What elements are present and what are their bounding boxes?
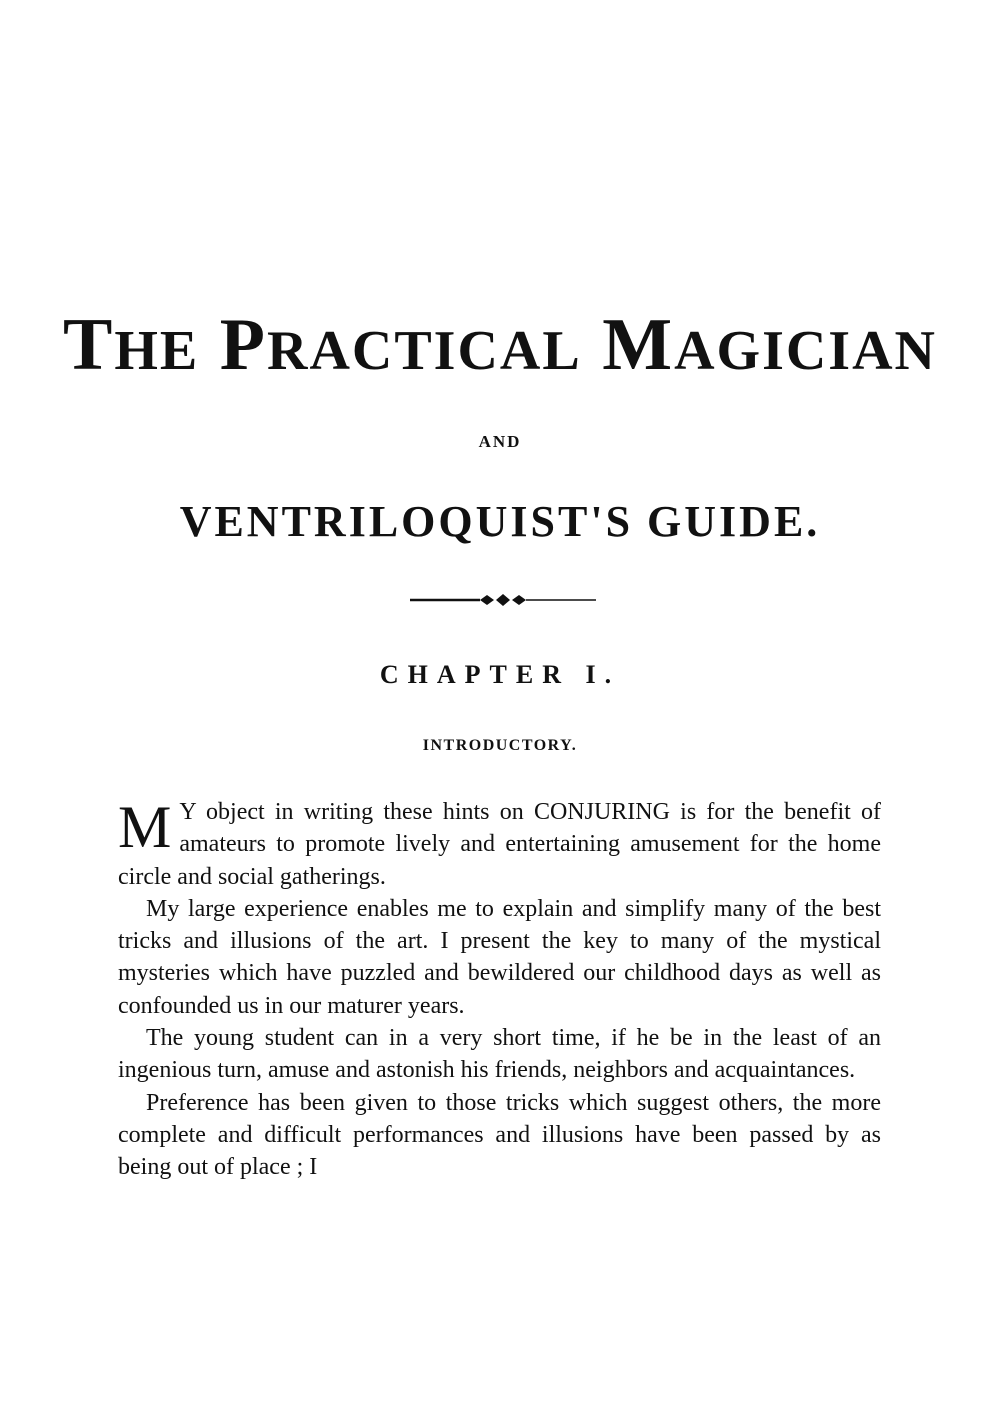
section-title: INTRODUCTORY.	[422, 737, 578, 754]
ornamental-divider	[410, 592, 596, 608]
book-title	[0, 304, 1000, 386]
paragraph-1-text: Y object in writing these hints on CONJURING is for the benefit of amateurs to promote lively and entertaining amusement for the home circle and social gatherings.	[118, 799, 881, 890]
chapter-heading: CHAPTER I.	[379, 660, 621, 689]
title-word-practical: PRACTICAL	[219, 304, 582, 386]
ornament-diamond-right	[512, 595, 526, 605]
paragraph-3: The young student can in a very short time, if he be in the least of an ingenious turn, amuse and astonish his friends, neighbors and acquaintances.	[118, 1025, 881, 1084]
body-text	[118, 796, 881, 1184]
drop-cap: M	[118, 794, 172, 860]
title-word-magician: MAGICIAN	[602, 304, 937, 386]
paragraph-1	[118, 796, 881, 893]
paragraph-4: Preference has been given to those tricks which suggest others, the more complete and difficult performances and illusions have been passed by as being out of place ; I	[118, 1089, 881, 1181]
book-subtitle: VENTRILOQUIST'S GUIDE.	[179, 497, 821, 546]
title-word-the: THE	[63, 304, 200, 386]
title-conjunction: AND	[478, 432, 522, 451]
ornament-diamond-left	[480, 595, 494, 605]
ornament-diamond-center	[496, 594, 510, 606]
paragraph-2: My large experience enables me to explain and simplify many of the best tricks and illusions of the art. I present the key to many of the mystical mysteries which have puzzled and bewildered our childhood days as well as confounded us in our maturer years.	[118, 895, 881, 1019]
